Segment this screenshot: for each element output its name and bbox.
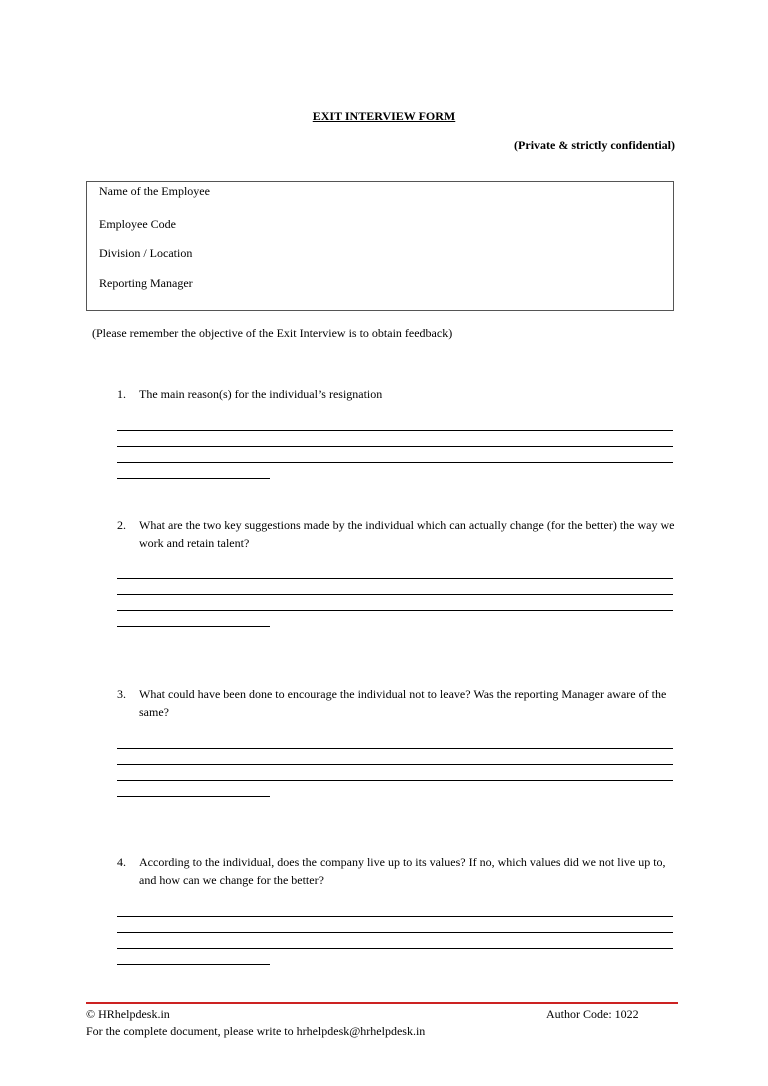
- division-location-label: Division / Location: [99, 246, 193, 260]
- answer-line[interactable]: [117, 447, 673, 463]
- question-4: [117, 853, 677, 889]
- answer-line[interactable]: [117, 463, 270, 479]
- question-2: [117, 516, 677, 552]
- answer-area-3[interactable]: [117, 733, 673, 797]
- answer-line[interactable]: [117, 579, 673, 595]
- question-1: [117, 385, 677, 403]
- confidential-subtitle: (Private & strictly confidential): [514, 138, 675, 152]
- footer-author-code: Author Code: 1022: [546, 1007, 639, 1021]
- reporting-manager-label: Reporting Manager: [99, 276, 193, 290]
- answer-line[interactable]: [117, 749, 673, 765]
- form-title: EXIT INTERVIEW FORM: [312, 109, 456, 123]
- question-text: What are the two key suggestions made by the individual which can actually change (for the better) the way we work and retain talent?: [139, 518, 675, 550]
- question-3: [117, 685, 677, 721]
- answer-line[interactable]: [117, 733, 673, 749]
- employee-info-box: [86, 181, 674, 311]
- answer-area-2[interactable]: [117, 563, 673, 627]
- answer-area-4[interactable]: [117, 901, 673, 965]
- answer-line[interactable]: [117, 611, 270, 627]
- question-number: 4.: [117, 855, 126, 869]
- answer-line[interactable]: [117, 563, 673, 579]
- objective-note: (Please remember the objective of the Exit Interview is to obtain feedback): [92, 326, 453, 340]
- answer-line[interactable]: [117, 595, 673, 611]
- footer-copyright: © HRhelpdesk.in: [86, 1007, 170, 1021]
- answer-line[interactable]: [117, 431, 673, 447]
- footer-contact: For the complete document, please write to hrhelpdesk@hrhelpdesk.in: [86, 1024, 426, 1038]
- answer-line[interactable]: [117, 917, 673, 933]
- answer-line[interactable]: [117, 781, 270, 797]
- employee-code-label: Employee Code: [99, 217, 176, 231]
- answer-line[interactable]: [117, 765, 673, 781]
- answer-area-1[interactable]: [117, 415, 673, 479]
- question-number: 3.: [117, 687, 126, 701]
- question-text: The main reason(s) for the individual’s resignation: [139, 387, 383, 401]
- answer-line[interactable]: [117, 949, 270, 965]
- employee-name-label: Name of the Employee: [99, 184, 210, 198]
- footer-divider: [86, 1002, 678, 1004]
- question-text: According to the individual, does the company live up to its values? If no, which values did we not live up to, and how can we change for the better?: [139, 855, 666, 887]
- answer-line[interactable]: [117, 415, 673, 431]
- answer-line[interactable]: [117, 901, 673, 917]
- answer-line[interactable]: [117, 933, 673, 949]
- question-text: What could have been done to encourage the individual not to leave? Was the reporting Manager aware of the same?: [139, 687, 667, 719]
- question-number: 2.: [117, 518, 126, 532]
- question-number: 1.: [117, 387, 126, 401]
